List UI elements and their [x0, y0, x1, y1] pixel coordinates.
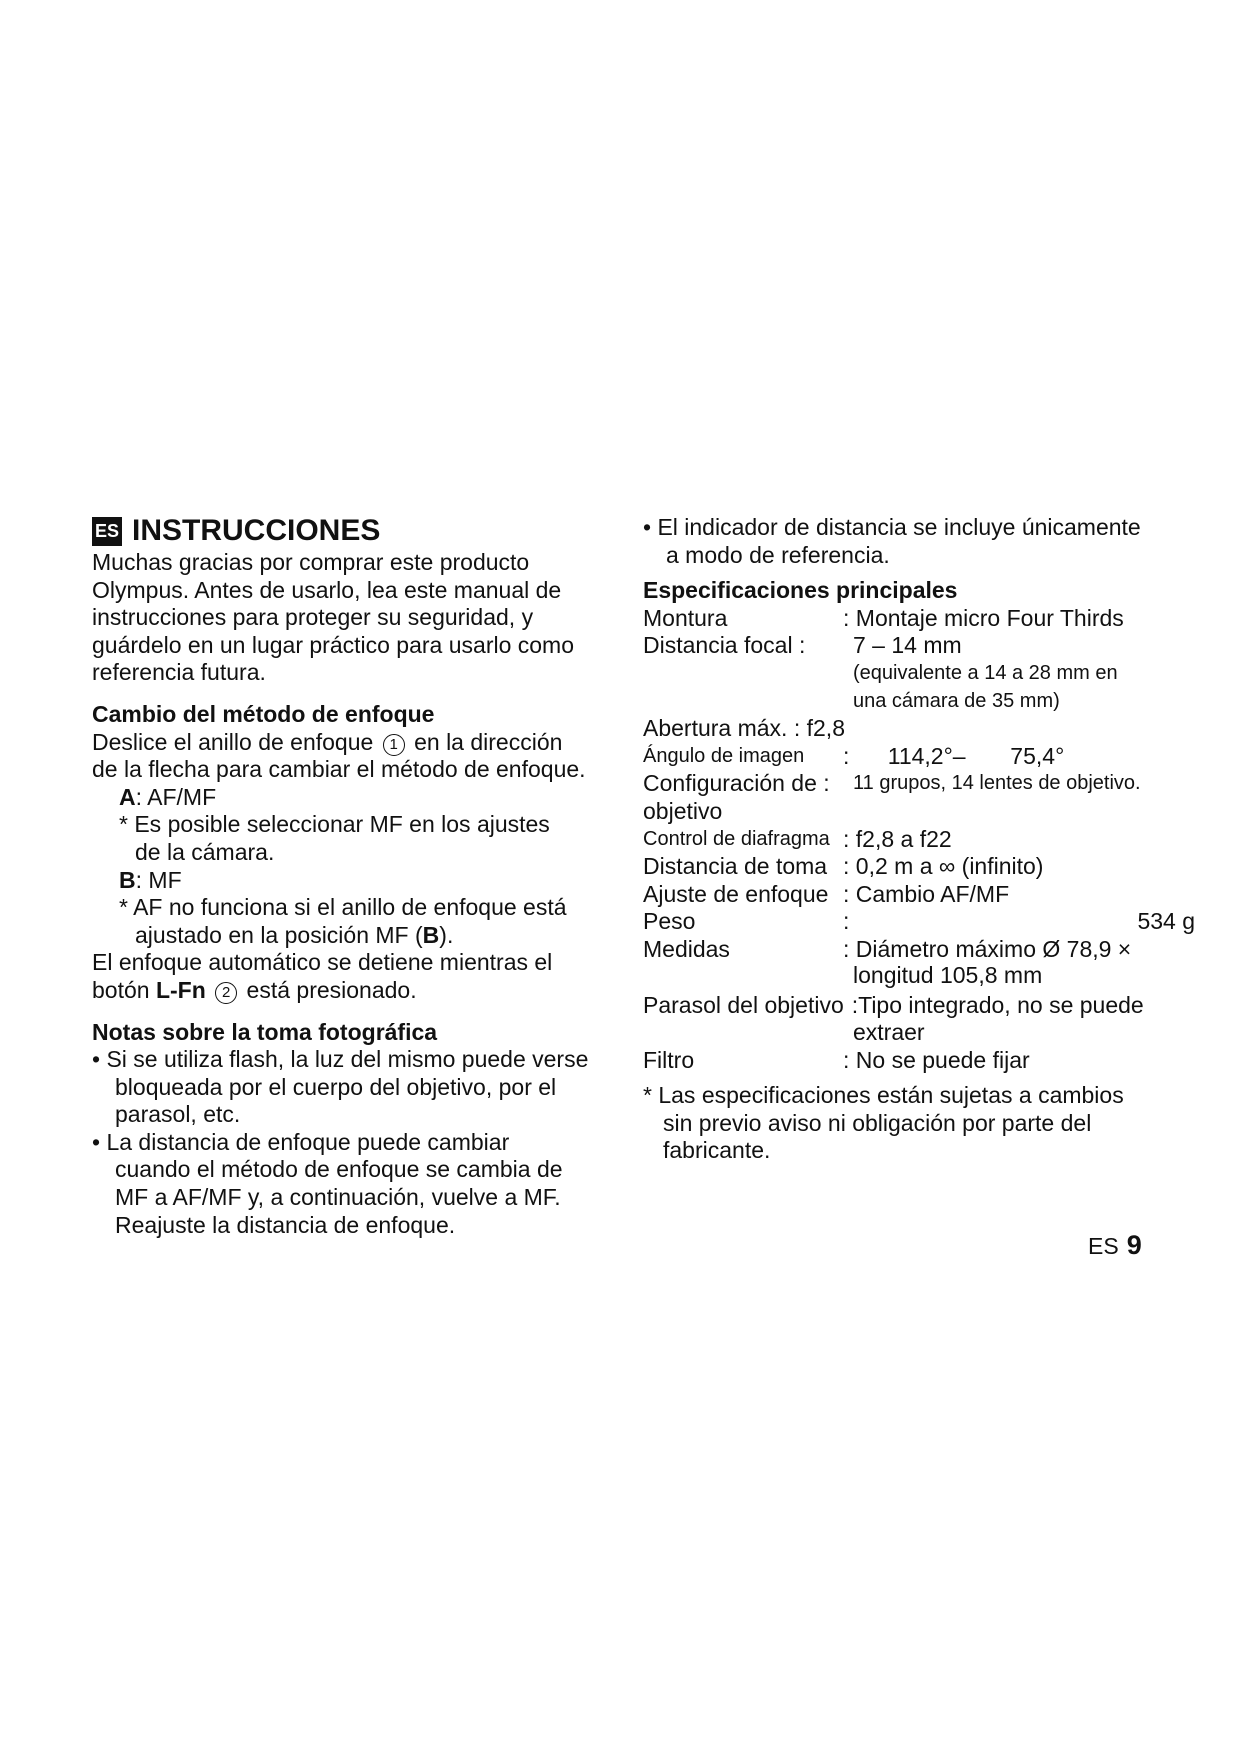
spec-row	[643, 908, 1203, 936]
notes-heading: Notas sobre la toma fotográfica	[92, 1018, 438, 1045]
intro-paragraph	[92, 549, 612, 687]
spec-row	[643, 743, 1203, 771]
spec-row	[643, 798, 1203, 826]
note-line: de la cámara.	[135, 838, 275, 865]
spec-value: (equivalente a 14 a 28 mm en	[853, 661, 1118, 684]
spec-row	[643, 936, 1203, 964]
page-num: 9	[1126, 1230, 1142, 1260]
bullet-line: • El indicador de distancia se incluye únicamente	[643, 514, 1141, 540]
option-b	[92, 867, 612, 895]
button-name: L-Fn	[155, 976, 206, 1003]
spec-key: Ángulo de imagen	[643, 744, 805, 767]
focus-line	[92, 729, 612, 757]
intro-line: guárdelo en un lugar práctico para usarlo como	[92, 631, 575, 658]
left-column	[92, 513, 612, 1239]
spec-row	[643, 881, 1203, 909]
weight-value: 534 g	[1137, 908, 1195, 935]
spec-key: objetivo	[643, 797, 723, 824]
option-label: A	[119, 783, 136, 810]
spec-value: extraer	[853, 1019, 925, 1046]
af-text: está presionado.	[246, 976, 417, 1003]
spec-value: : No se puede fijar	[843, 1046, 1030, 1073]
circled-number: 2	[215, 982, 237, 1004]
af-line	[92, 977, 612, 1005]
bullet-line: cuando el método de enfoque se cambia de	[115, 1156, 563, 1183]
spec-row	[643, 1019, 1203, 1047]
focus-line: de la flecha para cambiar el método de enfoque.	[92, 756, 586, 783]
note-text: ).	[439, 921, 454, 948]
spec-value: : 114,2°– 75,4°	[843, 742, 1065, 769]
option-value: : MF	[135, 866, 182, 893]
spec-row	[643, 632, 1203, 660]
spec-value: :Tipo integrado, no se puede	[851, 991, 1144, 1018]
spec-value: : Montaje micro Four Thirds	[843, 604, 1124, 631]
spec-key: Abertura máx. : f2,8	[643, 715, 845, 742]
spec-value: : f2,8 a f22	[843, 825, 952, 852]
footnote-line: fabricante.	[663, 1137, 771, 1164]
focus-text: Deslice el anillo de enfoque	[92, 728, 374, 755]
spec-key: Peso	[643, 908, 696, 935]
spec-key: Parasol del objetivo	[643, 991, 844, 1018]
spec-row	[643, 688, 1203, 716]
circled-number: 1	[383, 734, 405, 756]
footnote-line: sin previo aviso ni obligación por parte del	[663, 1109, 1092, 1136]
note-bold: B	[422, 921, 440, 948]
intro-line: referencia futura.	[92, 659, 266, 686]
spec-key: Ajuste de enfoque	[643, 880, 829, 907]
footnote-line: * Las especificaciones están sujetas a cambios	[643, 1082, 1124, 1109]
spec-row	[643, 853, 1203, 881]
spec-value: una cámara de 35 mm)	[853, 689, 1060, 712]
focus-text: en la dirección	[414, 728, 563, 755]
title-text: INSTRUCCIONES	[132, 514, 381, 547]
af-line: El enfoque automático se detiene mientras el	[92, 949, 553, 976]
option-value: : AF/MF	[135, 783, 217, 810]
spec-value: : Diámetro máximo Ø 78,9 ×	[843, 935, 1132, 962]
page-lang: ES	[1088, 1233, 1119, 1259]
spec-key: Distancia de toma	[643, 853, 828, 880]
spec-value: 7 – 14 mm	[853, 632, 962, 659]
spec-row	[643, 660, 1203, 688]
spec-value: :	[843, 908, 850, 935]
intro-line: Muchas gracias por comprar este producto	[92, 549, 530, 575]
bullet-line: bloqueada por el cuerpo del objetivo, por el	[115, 1073, 557, 1100]
spec-key: Control de diafragma	[643, 827, 830, 850]
spec-row	[643, 715, 1203, 743]
option-label: B	[119, 866, 136, 893]
bullet-line: Reajuste la distancia de enfoque.	[115, 1211, 456, 1238]
spec-row	[643, 826, 1203, 854]
spec-value: : Cambio AF/MF	[843, 880, 1010, 907]
spec-row	[643, 605, 1203, 633]
bullet-line: a modo de referencia.	[666, 541, 890, 568]
spec-key: Medidas	[643, 935, 730, 962]
spec-key: Distancia focal :	[643, 632, 806, 659]
page-title	[92, 513, 612, 549]
right-column	[643, 514, 1203, 1165]
es-badge: ES	[92, 517, 122, 546]
spec-key: Configuración de :	[643, 770, 830, 797]
page-number	[1088, 1230, 1142, 1261]
spec-value: 11 grupos, 14 lentes de objetivo.	[853, 772, 1141, 795]
spec-key: Filtro	[643, 1046, 695, 1073]
bullet-line: MF a AF/MF y, a continuación, vuelve a MF.	[115, 1184, 561, 1211]
spec-heading: Especificaciones principales	[643, 577, 958, 604]
note-line	[92, 922, 612, 950]
bullet-line: • Si se utiliza flash, la luz del mismo puede verse	[92, 1046, 589, 1073]
spec-row	[643, 1047, 1203, 1075]
bullet-line: parasol, etc.	[115, 1101, 241, 1128]
intro-line: instrucciones para proteger su seguridad, y	[92, 604, 534, 631]
note-line: * Es posible seleccionar MF en los ajustes	[119, 811, 550, 838]
focus-heading: Cambio del método de enfoque	[92, 700, 435, 727]
bullet-line: • La distancia de enfoque puede cambiar	[92, 1128, 510, 1155]
note-line: * AF no funciona si el anillo de enfoque está	[119, 894, 567, 921]
note-text: ajustado en la posición MF (	[135, 921, 423, 948]
spec-value: longitud 105,8 mm	[853, 961, 1043, 988]
option-a	[92, 784, 612, 812]
intro-line: Olympus. Antes de usarlo, lea este manual de	[92, 576, 562, 603]
spec-row	[643, 992, 1203, 1020]
spec-key: Montura	[643, 604, 728, 631]
spec-row	[643, 961, 1203, 988]
spec-value: : 0,2 m a ∞ (infinito)	[843, 853, 1044, 880]
spec-row	[643, 770, 1203, 798]
af-text: botón	[92, 976, 150, 1003]
